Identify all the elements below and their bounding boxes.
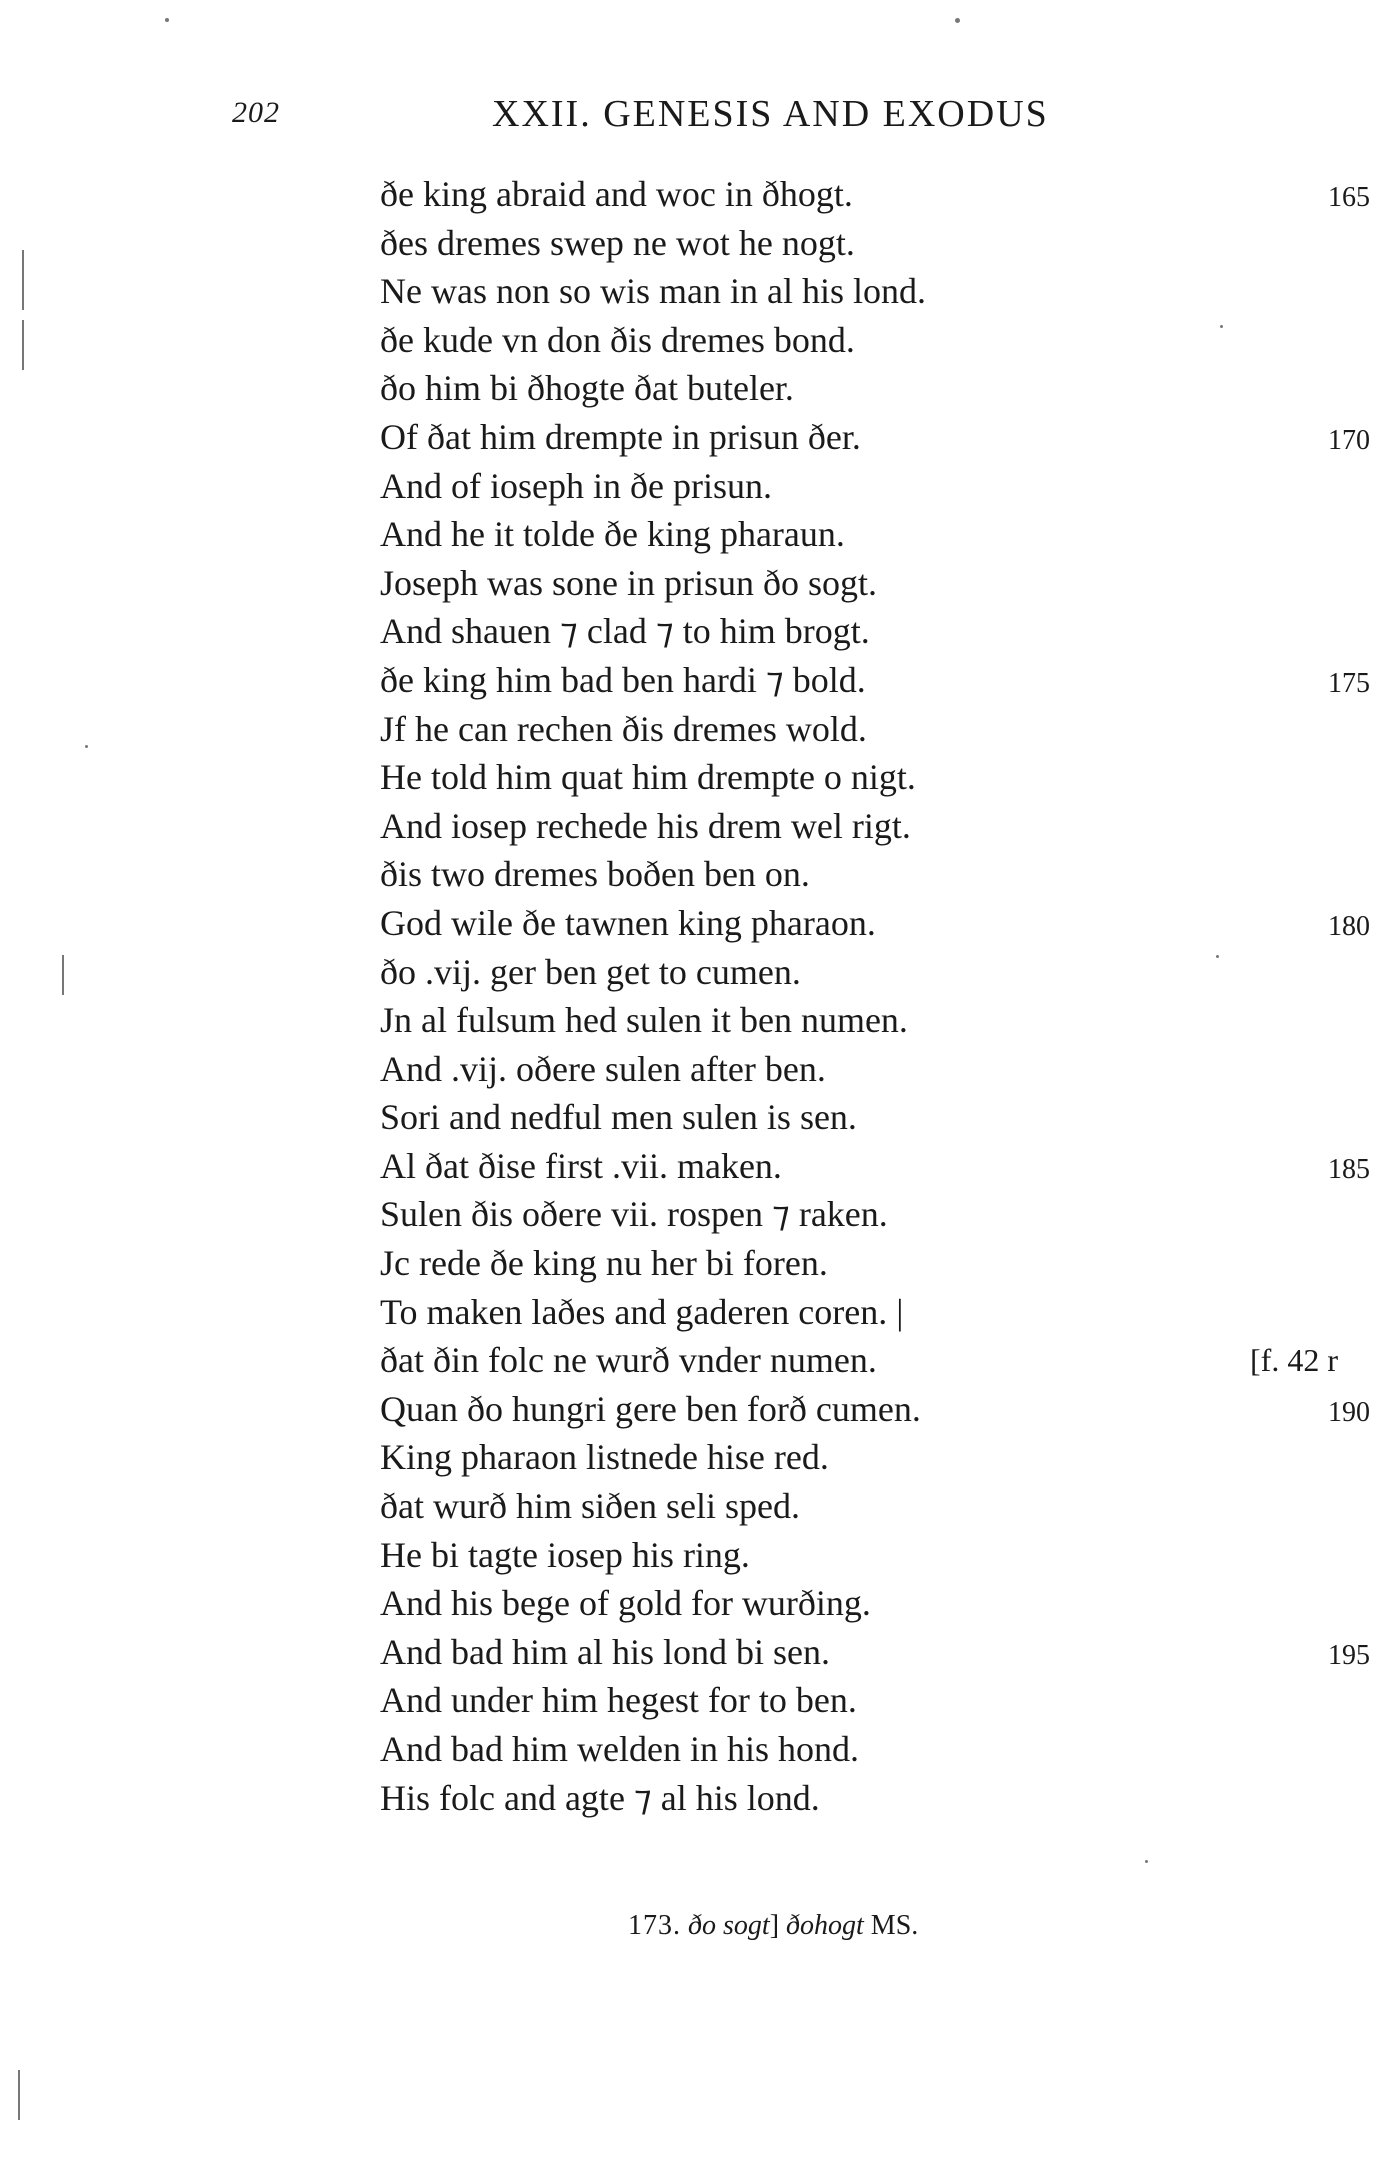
line-text: King pharaon listnede hise red. <box>380 1437 829 1478</box>
verse-line <box>380 899 1370 948</box>
verse-line <box>380 316 1340 365</box>
line-number: 185 <box>1328 1153 1370 1185</box>
footnote-siglum: MS. <box>870 1910 919 1941</box>
line-text: ðes dremes swep ne wot he nogt. <box>380 222 855 263</box>
verse-line <box>380 948 1340 997</box>
line-text: ðo .vij. ger ben get to cumen. <box>380 951 801 992</box>
verse-line <box>380 1336 1340 1385</box>
scan-speck <box>955 18 960 23</box>
verse-line <box>380 1579 1340 1628</box>
line-text: God wile ðe tawnen king pharaon. <box>380 902 876 943</box>
line-text: And under him hegest for to ben. <box>380 1680 857 1721</box>
verse-line <box>380 1774 1340 1823</box>
line-text: Sori and nedful men sulen is sen. <box>380 1097 857 1138</box>
verse-line <box>380 850 1340 899</box>
line-text: And .vij. oðere sulen after ben. <box>380 1048 826 1089</box>
scan-speck <box>22 250 24 310</box>
line-text: Al ðat ðise first .vii. maken. <box>380 1145 782 1186</box>
footnote-reading: ðohogt <box>786 1910 864 1941</box>
verse-line <box>380 996 1340 1045</box>
running-head: XXII. GENESIS AND EXODUS <box>492 93 1049 135</box>
verse-line <box>380 1239 1340 1288</box>
line-text: ðe king him bad ben hardi ⁊ bold. <box>380 659 866 700</box>
verse-line <box>380 1288 1340 1337</box>
verse-line <box>380 1676 1340 1725</box>
verse-line <box>380 705 1340 754</box>
line-number: 180 <box>1328 910 1370 942</box>
scan-speck <box>1220 325 1223 328</box>
line-number: 170 <box>1328 424 1370 456</box>
line-text: ðo him bi ðhogte ðat buteler. <box>380 368 794 409</box>
line-text: And iosep rechede his drem wel rigt. <box>380 805 911 846</box>
line-text: Ne was non so wis man in al his lond. <box>380 271 926 312</box>
line-text: His folc and agte ⁊ al his lond. <box>380 1777 820 1818</box>
scan-speck <box>18 2070 20 2120</box>
line-text: Joseph was sone in prisun ðo sogt. <box>380 562 877 603</box>
line-text: Of ðat him drempte in prisun ðer. <box>380 416 861 457</box>
line-text: And shauen ⁊ clad ⁊ to him brogt. <box>380 611 870 652</box>
line-text: ðat ðin folc ne wurð vnder numen. <box>380 1340 877 1381</box>
line-text: Jf he can rechen ðis dremes wold. <box>380 708 867 749</box>
verse-line <box>380 267 1340 316</box>
verse-line <box>380 1142 1370 1191</box>
line-text: And he it tolde ðe king pharaun. <box>380 514 845 555</box>
verse-line <box>380 1385 1370 1434</box>
line-text: He bi tagte iosep his ring. <box>380 1534 750 1575</box>
footnote-lemma: ðo sogt <box>688 1910 770 1941</box>
line-text: ðe kude vn don ðis dremes bond. <box>380 319 855 360</box>
line-text: And of ioseph in ðe prisun. <box>380 465 772 506</box>
scan-speck <box>85 745 88 748</box>
verse-line <box>380 462 1340 511</box>
verse-line <box>380 559 1340 608</box>
line-text: Sulen ðis oðere vii. rospen ⁊ raken. <box>380 1194 888 1235</box>
line-text: Jc rede ðe king nu her bi foren. <box>380 1243 828 1284</box>
verse-line <box>380 753 1340 802</box>
line-text: And bad him al his lond bi sen. <box>380 1631 830 1672</box>
page-number: 202 <box>232 96 280 129</box>
line-number: 195 <box>1328 1639 1370 1671</box>
scan-speck <box>62 955 64 995</box>
line-number: 165 <box>1328 182 1370 213</box>
scan-speck <box>165 18 169 22</box>
line-number: 175 <box>1328 667 1370 699</box>
line-text: He told him quat him drempte o nigt. <box>380 757 916 798</box>
verse-line <box>380 1725 1340 1774</box>
verse-line <box>380 656 1370 705</box>
verse-line <box>380 364 1340 413</box>
verse-line <box>380 1093 1340 1142</box>
verse-line <box>380 219 1340 268</box>
line-text: And his bege of gold for wurðing. <box>380 1583 871 1624</box>
line-text: Jn al fulsum hed sulen it ben numen. <box>380 1000 908 1041</box>
footnote <box>628 1910 918 1942</box>
verse-line <box>380 607 1340 656</box>
scan-speck <box>1145 1860 1148 1863</box>
verse-line <box>380 1628 1370 1677</box>
footnote-number: 173. <box>628 1910 681 1941</box>
verse-line <box>380 1482 1340 1531</box>
folio-marker: [f. 42 r <box>1250 1342 1338 1379</box>
line-text: ðat wurð him siðen seli sped. <box>380 1486 800 1527</box>
verse-line <box>380 802 1340 851</box>
scan-speck <box>1216 955 1219 958</box>
verse-line <box>380 510 1340 559</box>
footnote-bracket: ] <box>769 1910 780 1941</box>
verse-line <box>380 170 1370 219</box>
verse-line <box>380 1531 1340 1580</box>
verse-line <box>380 413 1370 462</box>
line-number: 190 <box>1328 1396 1370 1428</box>
line-text: And bad him welden in his hond. <box>380 1729 859 1769</box>
line-text: ðis two dremes boðen ben on. <box>380 854 810 895</box>
line-text: ðe king abraid and woc in ðhogt. <box>380 174 853 214</box>
verse-block <box>380 170 1370 1822</box>
verse-line <box>380 1433 1340 1482</box>
scan-speck <box>22 320 24 370</box>
verse-line <box>380 1045 1340 1094</box>
verse-line <box>380 1190 1340 1239</box>
line-text: To maken laðes and gaderen coren. | <box>380 1291 904 1332</box>
line-text: Quan ðo hungri gere ben forð cumen. <box>380 1388 921 1429</box>
